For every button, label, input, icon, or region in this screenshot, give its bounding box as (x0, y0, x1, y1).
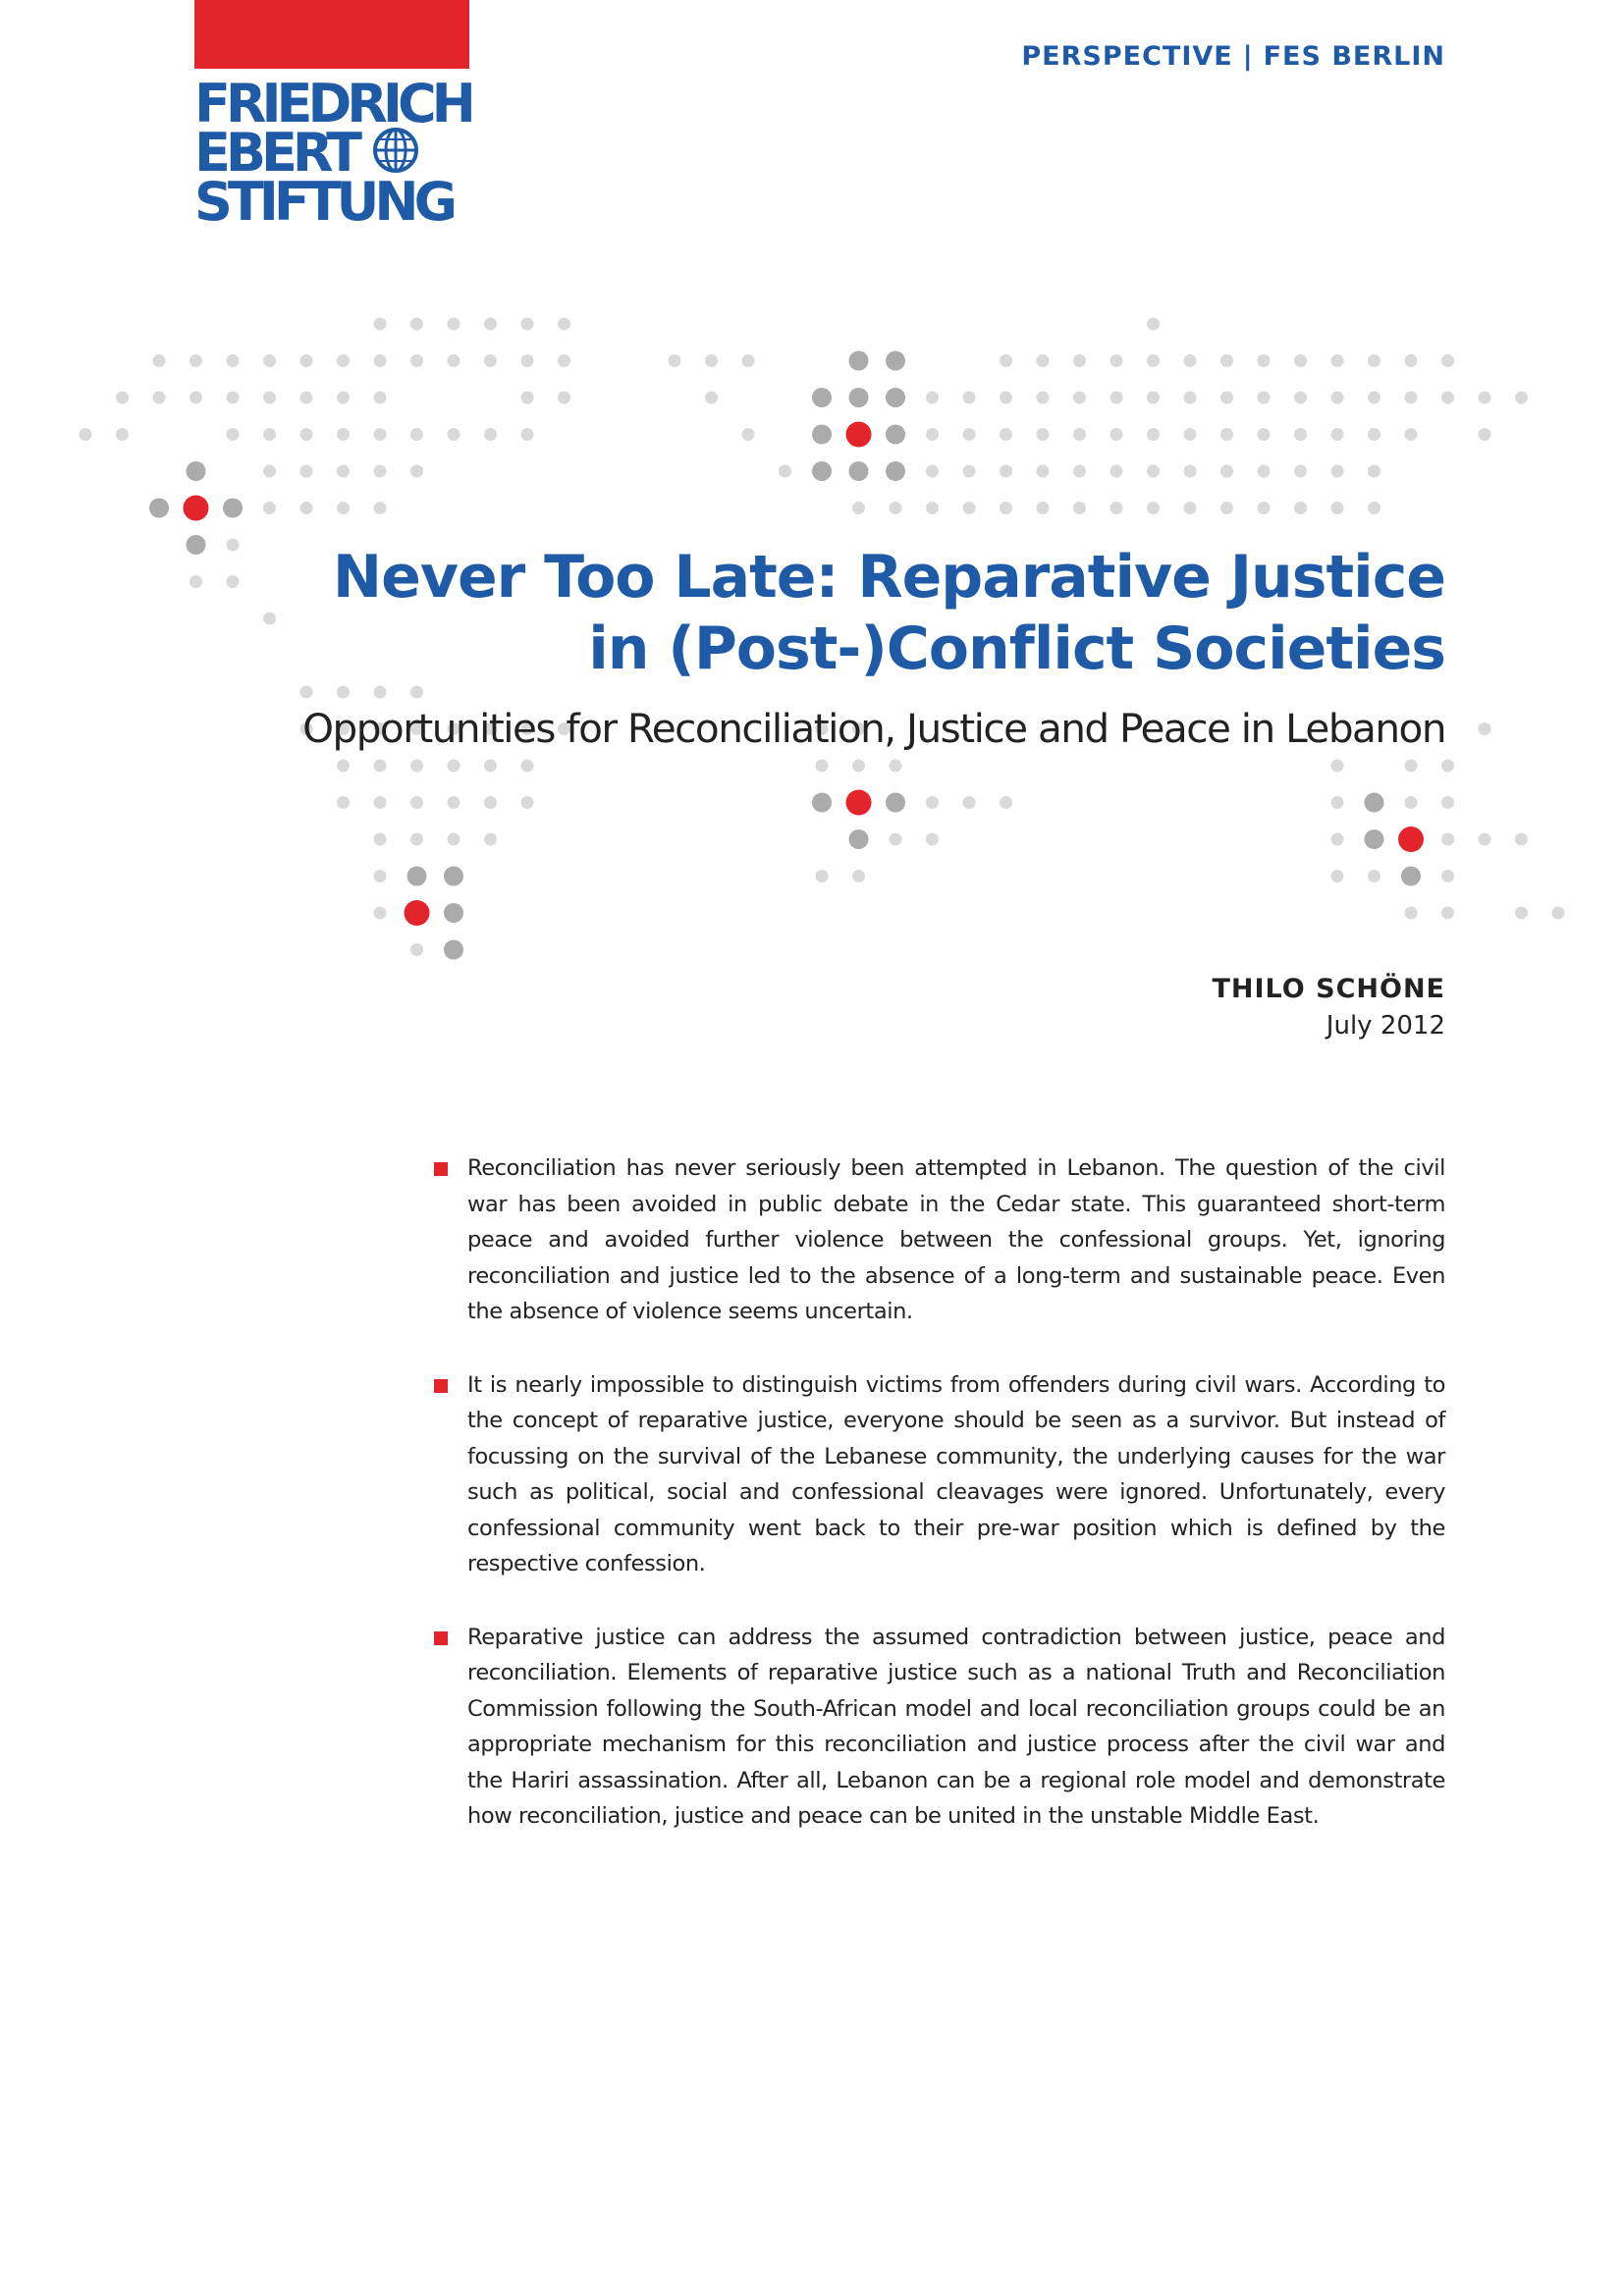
map-dot (410, 318, 423, 331)
map-dot (1220, 465, 1233, 478)
map-dot-highlight (1401, 867, 1421, 886)
map-dot-highlight (444, 867, 463, 886)
map-dot (779, 465, 791, 478)
map-dot (1037, 465, 1050, 478)
map-dot (374, 686, 387, 699)
map-dot (1331, 392, 1344, 404)
map-dot (1331, 833, 1344, 846)
summary-list (432, 1150, 1445, 1872)
map-dot-highlight (812, 425, 832, 445)
map-dot (1405, 760, 1418, 773)
map-dot (1220, 428, 1233, 441)
bullet-square-icon (434, 1162, 448, 1176)
map-dot (1331, 502, 1344, 514)
map-dot (1110, 428, 1123, 441)
map-dot (1441, 760, 1454, 773)
map-dot (227, 392, 240, 404)
map-dot (263, 354, 276, 367)
map-dot (926, 502, 939, 514)
map-dot (1037, 392, 1050, 404)
map-dot (1258, 428, 1271, 441)
map-dot (963, 796, 976, 809)
map-dot (558, 354, 570, 367)
map-dot (116, 428, 129, 441)
map-dot (1110, 502, 1123, 514)
map-dot (1147, 502, 1160, 514)
map-dot (705, 392, 718, 404)
map-dot (374, 760, 387, 773)
map-dot (1294, 428, 1307, 441)
map-dot-highlight (886, 793, 905, 813)
map-dot (816, 760, 829, 773)
map-dot (1331, 465, 1344, 478)
map-dot (926, 428, 939, 441)
map-dot (484, 354, 497, 367)
map-dot (1479, 833, 1491, 846)
map-dot (1441, 392, 1454, 404)
map-dot (1184, 354, 1197, 367)
map-dot (300, 354, 313, 367)
series-separator: | (1242, 41, 1254, 72)
map-dot-highlight (444, 903, 463, 923)
map-dot (1037, 502, 1050, 514)
map-dot (337, 392, 350, 404)
map-dot (80, 428, 92, 441)
map-dot (227, 428, 240, 441)
map-dot (263, 428, 276, 441)
map-dot (337, 796, 350, 809)
map-dot (410, 796, 423, 809)
map-dot (963, 428, 976, 441)
map-dot (1073, 465, 1086, 478)
map-dot (263, 465, 276, 478)
map-dot (374, 465, 387, 478)
logo-text-line-2: EBERT (194, 122, 357, 184)
map-dot (1000, 796, 1012, 809)
title-line-2: in (Post-)Conflict Societies (588, 614, 1445, 683)
map-dot (926, 465, 939, 478)
map-location-marker (846, 422, 872, 448)
map-dot-highlight (849, 829, 869, 849)
map-dot-highlight (1365, 793, 1384, 813)
map-dot (1110, 354, 1123, 367)
map-dot (484, 318, 497, 331)
map-dot-highlight (149, 499, 169, 518)
logo-text-line-1: FRIEDRICH (194, 73, 471, 134)
map-dot (410, 686, 423, 699)
map-dot (742, 354, 755, 367)
map-dot (1073, 354, 1086, 367)
map-dot (1294, 502, 1307, 514)
map-dot (705, 354, 718, 367)
publication-date: July 2012 (1326, 1011, 1445, 1041)
map-dot (1515, 833, 1528, 846)
map-dot (1331, 354, 1344, 367)
map-dot (926, 796, 939, 809)
map-location-marker (1398, 827, 1424, 852)
map-dot (374, 833, 387, 846)
map-dot (1110, 465, 1123, 478)
map-dot (1368, 428, 1380, 441)
map-dot (189, 354, 202, 367)
map-dot (1000, 502, 1012, 514)
map-dot (1368, 354, 1380, 367)
map-dot (1147, 465, 1160, 478)
map-dot-highlight (223, 499, 243, 518)
map-dot (448, 354, 460, 367)
map-dot (1405, 907, 1418, 920)
series-name: PERSPECTIVE (1021, 41, 1233, 72)
map-dot (852, 760, 865, 773)
map-dot (374, 318, 387, 331)
map-dot (300, 686, 313, 699)
map-dot (374, 796, 387, 809)
map-dot (1552, 907, 1565, 920)
map-dot (1000, 428, 1012, 441)
map-dot (263, 392, 276, 404)
summary-item (432, 1150, 1445, 1330)
map-dot (337, 465, 350, 478)
map-dot (1073, 392, 1086, 404)
title-line-1: Never Too Late: Reparative Justice (332, 543, 1445, 612)
map-dot (1405, 428, 1418, 441)
map-dot (558, 318, 570, 331)
map-dot (300, 502, 313, 514)
summary-text: Reparative justice can address the assumed contradiction between justice, peace and reconciliation. Elements of reparative justice such as a national Truth and Reconciliation Commission following the South-African model and local reconciliation groups could be an appropriate mechanism for this reconciliation and justice process after the civil war and the Hariri assassination. After all, Lebanon can be a regional role model and demonstrate how reconciliation, justice and peace can be united in the unstable Middle East. (467, 1624, 1445, 1829)
map-dot (1258, 392, 1271, 404)
map-dot (1331, 760, 1344, 773)
map-dot (890, 502, 902, 514)
map-dot (558, 392, 570, 404)
map-dot (300, 465, 313, 478)
map-dot (1147, 428, 1160, 441)
summary-item (432, 1367, 1445, 1582)
summary-text: It is nearly impossible to distinguish victims from offenders during civil wars. According to the concept of reparative justice, everyone should be seen as a survivor. But instead of focussing on the survival of the Lebanese community, the underlying causes for the war such as political, social and confessional cleavages were ignored. Unfortunately, every confessional community went back to their pre-war position which is defined by the respective confession. (467, 1371, 1445, 1576)
map-dot (742, 428, 755, 441)
bullet-square-icon (434, 1379, 448, 1393)
map-dot (337, 428, 350, 441)
map-dot (300, 428, 313, 441)
map-dot (1000, 465, 1012, 478)
map-dot (410, 354, 423, 367)
map-dot (1441, 907, 1454, 920)
map-dot (1110, 392, 1123, 404)
map-dot (484, 760, 497, 773)
map-dot (263, 502, 276, 514)
map-dot (1147, 318, 1160, 331)
map-dot (374, 428, 387, 441)
map-dot (521, 760, 534, 773)
map-location-marker (846, 790, 872, 816)
map-dot (852, 870, 865, 882)
map-dot (153, 392, 166, 404)
map-dot (926, 833, 939, 846)
map-dot (374, 870, 387, 882)
map-dot (374, 907, 387, 920)
map-dot-highlight (886, 425, 905, 445)
map-dot (1479, 722, 1491, 735)
map-dot (484, 833, 497, 846)
map-dot-highlight (886, 388, 905, 407)
map-dot (410, 760, 423, 773)
map-dot (1479, 428, 1491, 441)
map-dot (521, 796, 534, 809)
map-dot-highlight (849, 388, 869, 407)
map-dot (410, 943, 423, 956)
map-dot (521, 354, 534, 367)
map-dot (116, 392, 129, 404)
map-dot (448, 318, 460, 331)
map-dot (374, 354, 387, 367)
map-dot (852, 502, 865, 514)
series-org: FES BERLIN (1263, 41, 1445, 72)
map-dot (227, 354, 240, 367)
map-dot (963, 502, 976, 514)
map-dot (1258, 502, 1271, 514)
map-dot (1368, 870, 1380, 882)
map-dot (300, 392, 313, 404)
map-dot (1331, 870, 1344, 882)
map-dot (1331, 796, 1344, 809)
map-dot-highlight (886, 351, 905, 371)
map-location-marker (405, 900, 430, 926)
map-dot (1441, 354, 1454, 367)
map-dot (448, 796, 460, 809)
series-label (1021, 41, 1445, 72)
map-dot (1405, 354, 1418, 367)
map-dot (410, 428, 423, 441)
map-dot (484, 796, 497, 809)
map-dot (816, 870, 829, 882)
map-dot-highlight (886, 461, 905, 481)
map-dot (1037, 354, 1050, 367)
map-dot (1184, 428, 1197, 441)
map-dot-highlight (407, 867, 427, 886)
page-subtitle: Opportunities for Reconciliation, Justice and Peace in Lebanon (302, 705, 1445, 752)
map-dot (448, 428, 460, 441)
map-dot (1294, 392, 1307, 404)
summary-item (432, 1620, 1445, 1835)
map-dot-highlight (812, 793, 832, 813)
map-dot (374, 392, 387, 404)
map-dot (484, 428, 497, 441)
page-title (169, 542, 1445, 685)
map-dot (1515, 907, 1528, 920)
map-dot (521, 392, 534, 404)
map-dot (1258, 465, 1271, 478)
map-dot (1479, 392, 1491, 404)
map-dot (1368, 392, 1380, 404)
map-dot (963, 392, 976, 404)
map-dot (1441, 870, 1454, 882)
map-dot (1515, 392, 1528, 404)
map-dot (521, 318, 534, 331)
summary-text: Reconciliation has never seriously been attempted in Lebanon. The question of the civil war has been avoided in public debate in the Cedar state. This guaranteed short-term peace and avoided further violence between the confessional groups. Yet, ignoring reconciliation and justice led to the absence of a long-term and sustainable peace. Even the absence of violence seems uncertain. (467, 1155, 1445, 1324)
author-name: THILO SCHÖNE (1212, 974, 1445, 1004)
map-dot-highlight (187, 461, 206, 481)
map-dot (374, 502, 387, 514)
map-dot (1294, 465, 1307, 478)
map-dot (1331, 428, 1344, 441)
map-dot (189, 392, 202, 404)
map-dot (1294, 354, 1307, 367)
map-dot (1220, 392, 1233, 404)
map-dot (1037, 428, 1050, 441)
map-location-marker (184, 496, 209, 521)
map-dot (1441, 796, 1454, 809)
logo-red-bar (194, 0, 469, 69)
map-dot (1073, 428, 1086, 441)
globe-icon (371, 126, 420, 175)
map-dot-highlight (849, 351, 869, 371)
map-dot-highlight (444, 940, 463, 960)
map-dot (448, 833, 460, 846)
map-dot (1147, 354, 1160, 367)
map-dot (963, 465, 976, 478)
map-dot (1000, 392, 1012, 404)
fes-logo (194, 0, 469, 236)
map-dot (1073, 502, 1086, 514)
map-dot (1368, 465, 1380, 478)
map-dot (1441, 833, 1454, 846)
map-dot (337, 686, 350, 699)
map-dot (337, 502, 350, 514)
map-dot (410, 833, 423, 846)
map-dot (1258, 354, 1271, 367)
map-dot (410, 465, 423, 478)
map-dot (521, 428, 534, 441)
bullet-square-icon (434, 1631, 448, 1645)
map-dot (1184, 502, 1197, 514)
map-dot (1220, 354, 1233, 367)
map-dot (448, 760, 460, 773)
map-dot (337, 354, 350, 367)
map-dot-highlight (812, 388, 832, 407)
map-dot (153, 354, 166, 367)
map-dot (1405, 392, 1418, 404)
map-dot-highlight (849, 461, 869, 481)
map-dot (1184, 392, 1197, 404)
map-dot (890, 760, 902, 773)
logo-text-line-3: STIFTUNG (194, 171, 453, 233)
map-dot (337, 760, 350, 773)
map-dot (1000, 354, 1012, 367)
map-dot-highlight (1365, 829, 1384, 849)
map-dot (890, 833, 902, 846)
map-dot (1405, 796, 1418, 809)
map-dot (926, 392, 939, 404)
map-dot (1220, 502, 1233, 514)
map-dot (1368, 502, 1380, 514)
map-dot-highlight (812, 461, 832, 481)
map-dot (1184, 465, 1197, 478)
map-dot (669, 354, 681, 367)
map-dot (1147, 392, 1160, 404)
